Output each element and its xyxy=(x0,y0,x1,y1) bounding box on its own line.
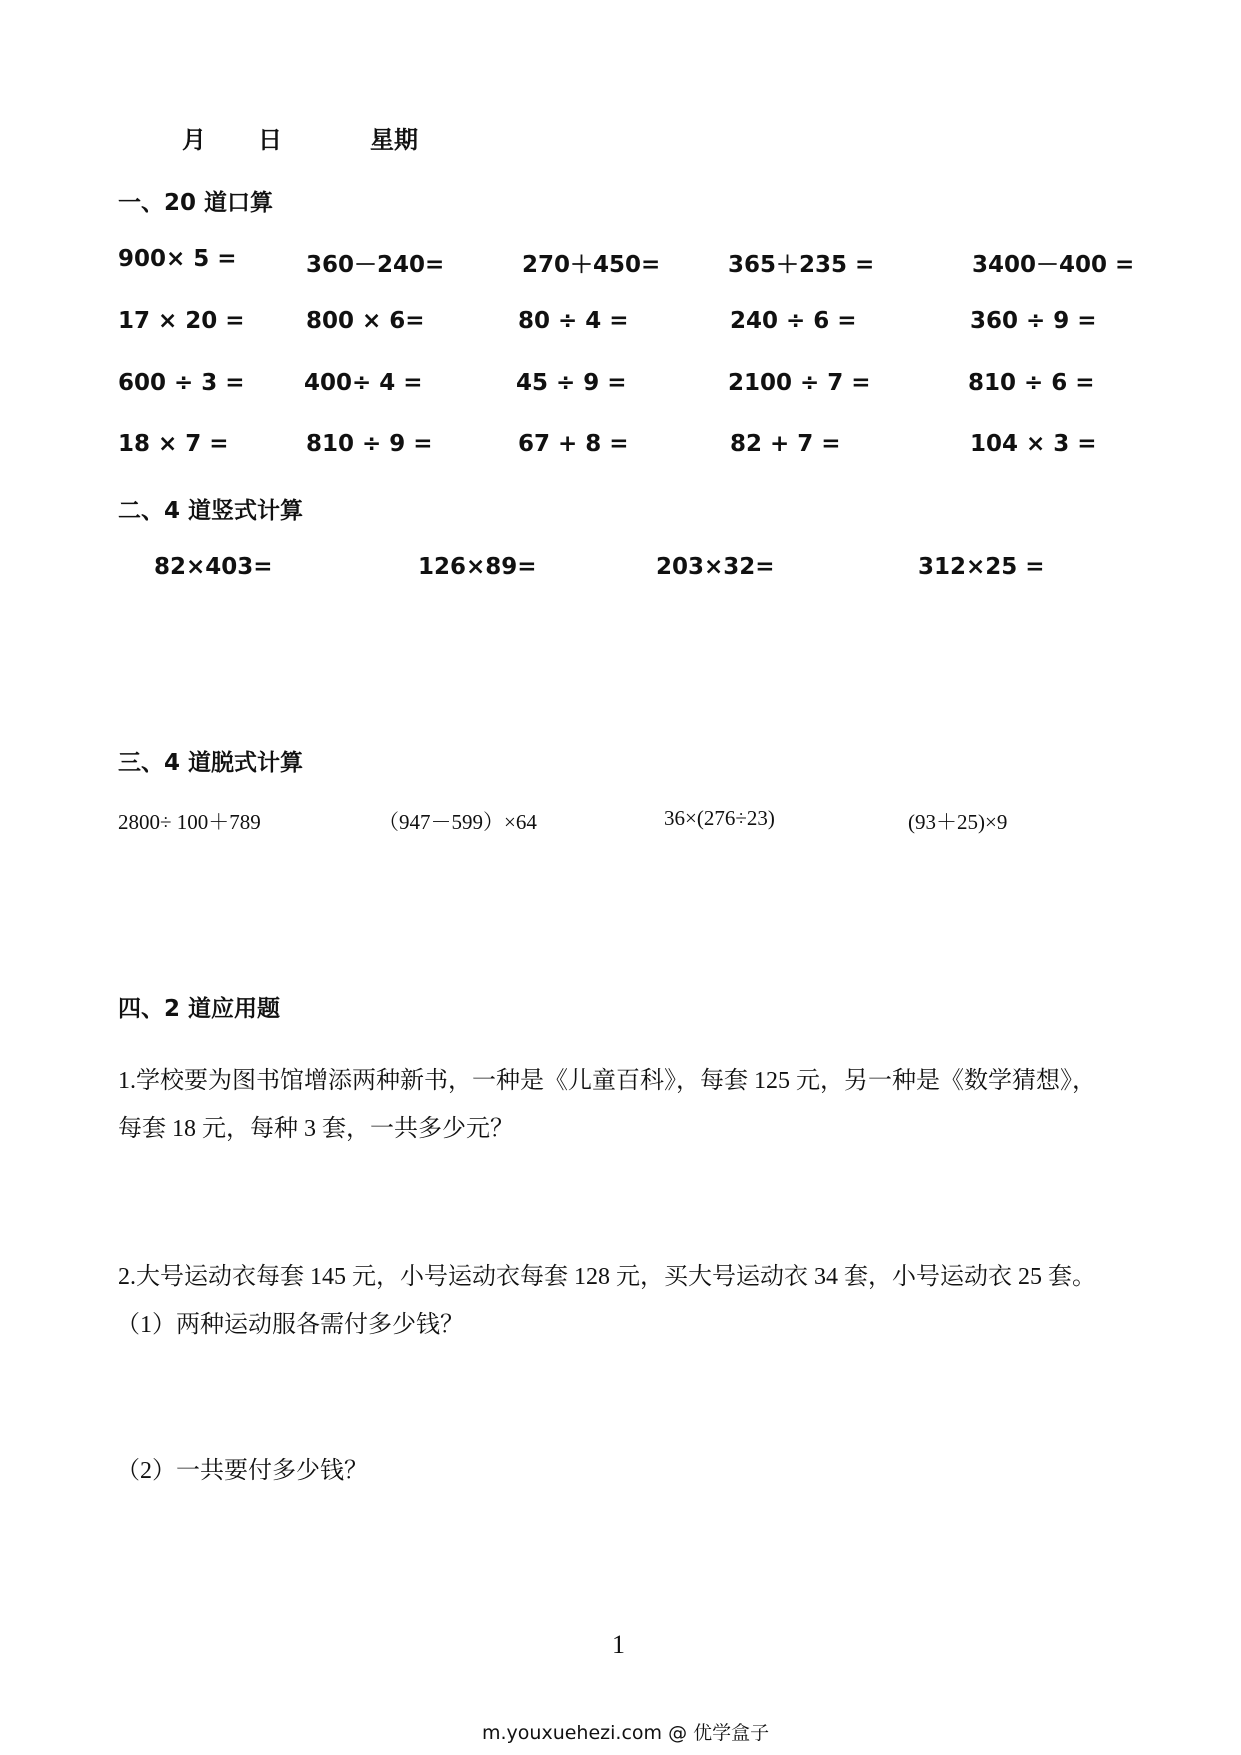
mixed-item: （947－599）×64 xyxy=(378,810,537,834)
section2-title: 二、4 道竖式计算 xyxy=(118,498,304,524)
vertical-item: 312×25 = xyxy=(918,554,1045,580)
mental-item: 810 ÷ 9 = xyxy=(306,431,433,457)
mental-item: 82 + 7 = xyxy=(730,431,841,457)
mental-item: 17 × 20 = xyxy=(118,308,245,334)
problem2-question1: （1）两种运动服各需付多少钱？ xyxy=(116,1312,464,1338)
header-month: 月 xyxy=(182,126,206,154)
mental-item: 360 ÷ 9 = xyxy=(970,308,1097,334)
problem2-line1: 2.大号运动衣每套 145 元，小号运动衣每套 128 元，买大号运动衣 34 套，小号运动衣 25 套。 xyxy=(118,1264,1096,1290)
header-day: 日 xyxy=(258,126,282,154)
mental-item: 18 × 7 = xyxy=(118,431,229,457)
mental-item: 360－240= xyxy=(306,252,445,278)
vertical-item: 82×403= xyxy=(154,554,273,580)
mental-item: 810 ÷ 6 = xyxy=(968,370,1095,396)
mental-item: 400÷ 4 = xyxy=(304,370,423,396)
mixed-item: 2800÷ 100＋789 xyxy=(118,810,261,834)
problem2-question2: （2）一共要付多少钱？ xyxy=(116,1458,368,1484)
vertical-item: 126×89= xyxy=(418,554,537,580)
header-weekday: 星期 xyxy=(370,126,418,154)
mixed-item: (93＋25)×9 xyxy=(908,810,1008,834)
mental-item: 104 × 3 = xyxy=(970,431,1097,457)
footer-watermark: m.youxuehezi.com @ 优学盒子 xyxy=(482,1722,770,1744)
vertical-item: 203×32= xyxy=(656,554,775,580)
section4-title: 四、2 道应用题 xyxy=(118,996,281,1022)
mental-item: 240 ÷ 6 = xyxy=(730,308,857,334)
mental-item: 45 ÷ 9 = xyxy=(516,370,627,396)
problem1-line2: 每套 18 元，每种 3 套，一共多少元？ xyxy=(118,1116,514,1142)
page-number: 1 xyxy=(612,1630,625,1659)
mental-item: 365＋235 = xyxy=(728,252,875,278)
mixed-item: 36×(276÷23) xyxy=(664,806,775,830)
mental-item: 80 ÷ 4 = xyxy=(518,308,629,334)
mental-item: 3400－400 = xyxy=(972,252,1135,278)
section3-title: 三、4 道脱式计算 xyxy=(118,750,304,776)
mental-item: 600 ÷ 3 = xyxy=(118,370,245,396)
mental-item: 800 × 6= xyxy=(306,308,425,334)
mental-item: 900× 5 = xyxy=(118,246,237,272)
section1-title: 一、20 道口算 xyxy=(118,190,274,216)
mental-item: 2100 ÷ 7 = xyxy=(728,370,871,396)
mental-item: 270＋450= xyxy=(522,252,661,278)
problem1-line1: 1.学校要为图书馆增添两种新书，一种是《儿童百科》，每套 125 元，另一种是《数学猜想》， xyxy=(118,1068,1096,1094)
mental-item: 67 + 8 = xyxy=(518,431,629,457)
